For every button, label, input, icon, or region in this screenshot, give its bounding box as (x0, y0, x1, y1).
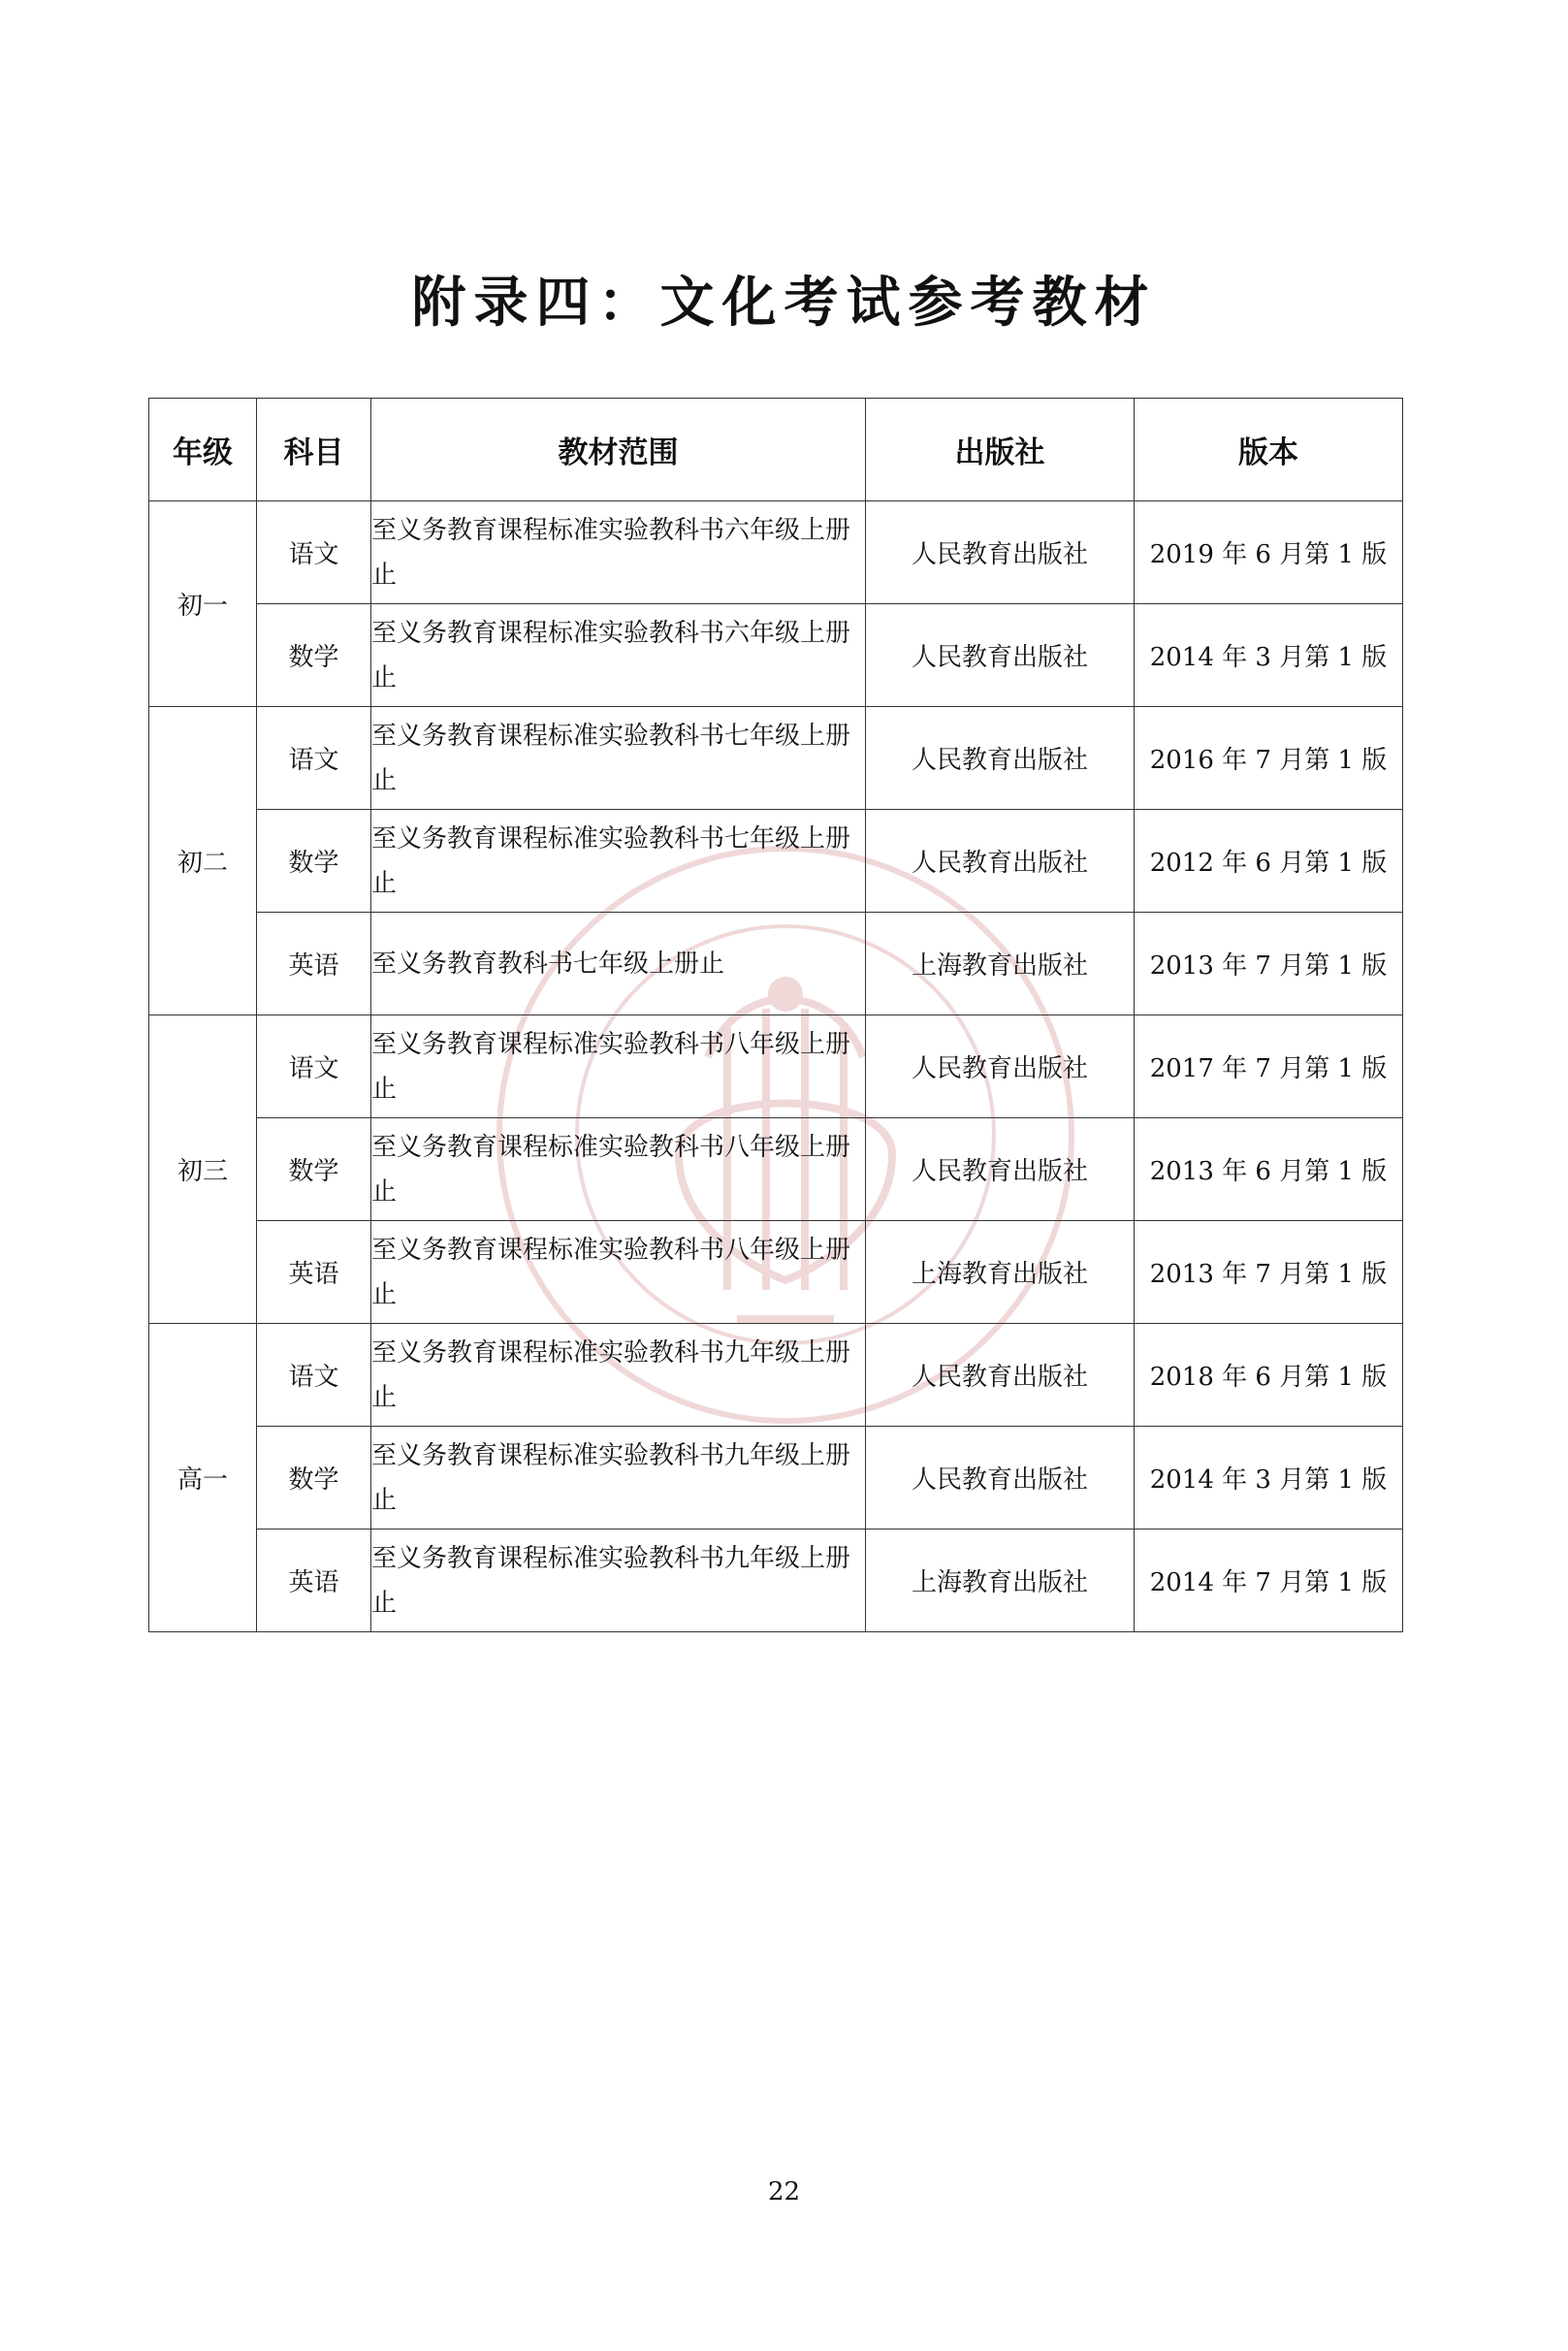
table-row (149, 1221, 1403, 1324)
edition-cell: 2012 年 6 月第 1 版 (1135, 810, 1403, 913)
publisher-cell: 人民教育出版社 (866, 1427, 1135, 1530)
edition-cell: 2013 年 7 月第 1 版 (1135, 913, 1403, 1015)
table-row (149, 810, 1403, 913)
table-row (149, 1530, 1403, 1632)
scope-cell: 至义务教育课程标准实验教科书六年级上册止 (371, 501, 866, 604)
grade-cell: 高一 (149, 1324, 257, 1632)
table-header-row (149, 399, 1403, 501)
reference-textbook-table (148, 398, 1403, 1632)
edition-cell: 2016 年 7 月第 1 版 (1135, 707, 1403, 810)
publisher-cell: 人民教育出版社 (866, 1118, 1135, 1221)
edition-cell: 2013 年 7 月第 1 版 (1135, 1221, 1403, 1324)
header-grade: 年级 (149, 399, 257, 501)
table-row (149, 913, 1403, 1015)
scope-cell: 至义务教育课程标准实验教科书九年级上册止 (371, 1530, 866, 1632)
publisher-cell: 人民教育出版社 (866, 810, 1135, 913)
subject-cell: 数学 (257, 810, 371, 913)
table-row (149, 501, 1403, 604)
publisher-cell: 上海教育出版社 (866, 1221, 1135, 1324)
subject-cell: 语文 (257, 501, 371, 604)
publisher-cell: 人民教育出版社 (866, 1324, 1135, 1427)
publisher-cell: 人民教育出版社 (866, 1015, 1135, 1118)
page-title: 附录四：文化考试参考教材 (411, 272, 1157, 335)
table-row (149, 1427, 1403, 1530)
table-row (149, 1015, 1403, 1118)
table-row (149, 707, 1403, 810)
edition-cell: 2018 年 6 月第 1 版 (1135, 1324, 1403, 1427)
publisher-cell: 人民教育出版社 (866, 501, 1135, 604)
scope-cell: 至义务教育课程标准实验教科书六年级上册止 (371, 604, 866, 707)
header-publisher: 出版社 (866, 399, 1135, 501)
subject-cell: 语文 (257, 1324, 371, 1427)
scope-cell: 至义务教育课程标准实验教科书七年级上册止 (371, 810, 866, 913)
edition-cell: 2017 年 7 月第 1 版 (1135, 1015, 1403, 1118)
subject-cell: 英语 (257, 1530, 371, 1632)
scope-cell: 至义务教育课程标准实验教科书八年级上册止 (371, 1118, 866, 1221)
scope-cell: 至义务教育课程标准实验教科书八年级上册止 (371, 1221, 866, 1324)
subject-cell: 英语 (257, 1221, 371, 1324)
subject-cell: 语文 (257, 1015, 371, 1118)
edition-cell: 2014 年 3 月第 1 版 (1135, 604, 1403, 707)
subject-cell: 语文 (257, 707, 371, 810)
subject-cell: 英语 (257, 913, 371, 1015)
header-edition: 版本 (1135, 399, 1403, 501)
header-scope: 教材范围 (371, 399, 866, 501)
publisher-cell: 上海教育出版社 (866, 1530, 1135, 1632)
grade-cell: 初二 (149, 707, 257, 1015)
edition-cell: 2019 年 6 月第 1 版 (1135, 501, 1403, 604)
edition-cell: 2014 年 3 月第 1 版 (1135, 1427, 1403, 1530)
table-row (149, 1324, 1403, 1427)
table-row (149, 1118, 1403, 1221)
publisher-cell: 上海教育出版社 (866, 913, 1135, 1015)
scope-cell: 至义务教育教科书七年级上册止 (371, 913, 866, 1015)
subject-cell: 数学 (257, 1427, 371, 1530)
edition-cell: 2013 年 6 月第 1 版 (1135, 1118, 1403, 1221)
header-subject: 科目 (257, 399, 371, 501)
publisher-cell: 人民教育出版社 (866, 604, 1135, 707)
scope-cell: 至义务教育课程标准实验教科书九年级上册止 (371, 1324, 866, 1427)
publisher-cell: 人民教育出版社 (866, 707, 1135, 810)
table-row (149, 604, 1403, 707)
scope-cell: 至义务教育课程标准实验教科书八年级上册止 (371, 1015, 866, 1118)
grade-cell: 初一 (149, 501, 257, 707)
edition-cell: 2014 年 7 月第 1 版 (1135, 1530, 1403, 1632)
subject-cell: 数学 (257, 1118, 371, 1221)
scope-cell: 至义务教育课程标准实验教科书七年级上册止 (371, 707, 866, 810)
grade-cell: 初三 (149, 1015, 257, 1324)
subject-cell: 数学 (257, 604, 371, 707)
page-number: 22 (767, 2177, 801, 2206)
scope-cell: 至义务教育课程标准实验教科书九年级上册止 (371, 1427, 866, 1530)
